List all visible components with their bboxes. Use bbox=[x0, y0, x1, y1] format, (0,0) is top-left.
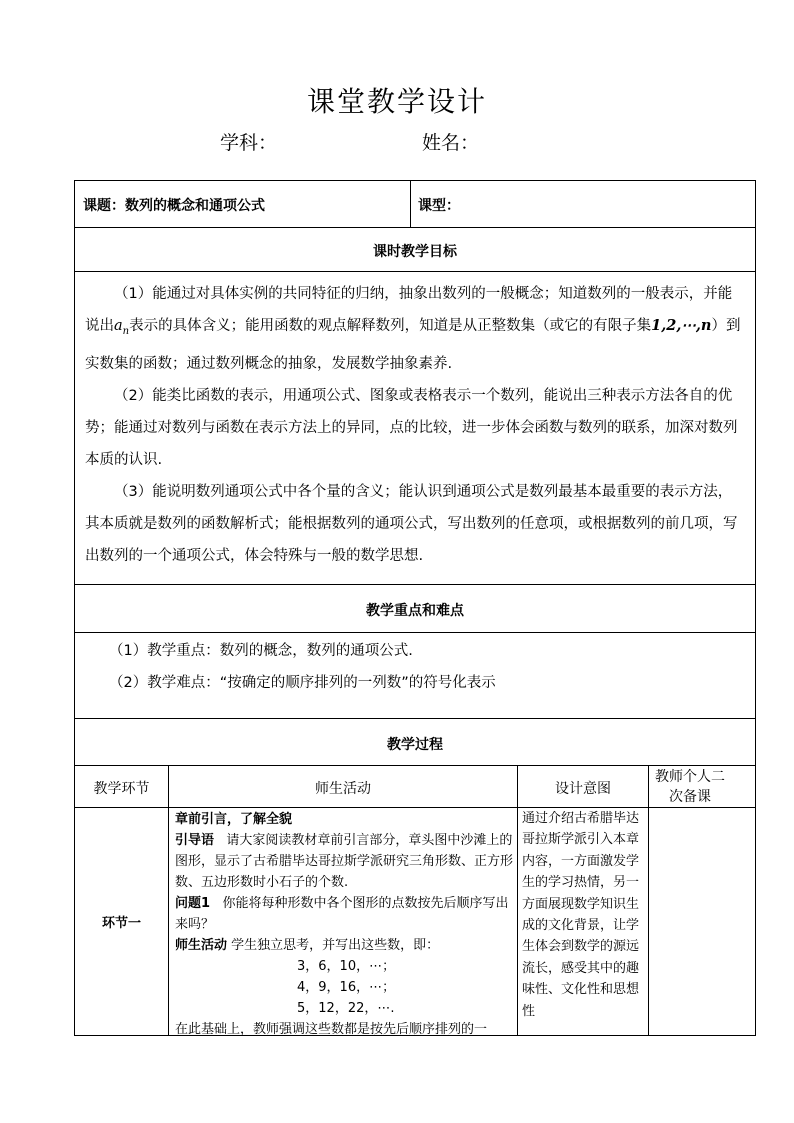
activity-heading: 章前引言，了解全貌 bbox=[175, 812, 293, 827]
objective-3: （3）能说明数列通项公式中各个量的含义；能认识到通项公式是数列最基本最重要的表示方法，其本质就是数列的函数解析式；能根据数列的通项公式，写出数列的任意项，或根据数列的前几项，写出数列的一个通项公式，体会特殊与一般的数学思想. bbox=[85, 483, 738, 564]
document-title: 课堂教学设计 bbox=[306, 85, 487, 118]
sequence-term-symbol bbox=[114, 318, 130, 337]
divider bbox=[648, 766, 649, 807]
process-heading-row bbox=[75, 719, 755, 766]
sequence-square: 4，9，16，⋯； bbox=[297, 980, 396, 995]
process-content-row bbox=[75, 808, 755, 1035]
col-intent: 设计意图 bbox=[555, 781, 611, 797]
col-activity: 师生活动 bbox=[315, 781, 371, 797]
objectives-heading-row bbox=[75, 228, 755, 272]
lesson-topic: 课题：数列的概念和通项公式 bbox=[83, 198, 265, 214]
topic-row bbox=[75, 181, 755, 228]
divider bbox=[648, 808, 649, 1035]
key-point: （1）教学重点：数列的概念，数列的通项公式. bbox=[109, 643, 413, 659]
process-column-headers bbox=[75, 766, 755, 808]
difficult-point: （2）教学难点：“按确定的顺序排列的一列数”的符号化表示 bbox=[109, 675, 496, 691]
term-symbol: a bbox=[114, 318, 123, 334]
divider bbox=[168, 808, 169, 1035]
divider bbox=[410, 181, 411, 227]
keypoints-heading-row bbox=[75, 585, 755, 633]
term-subscript: n bbox=[122, 325, 130, 337]
activity-cell bbox=[175, 809, 513, 1040]
objective-1-text-c: ）到实数集的函数；通过数列概念的抽象，发展数学抽象素养. bbox=[85, 318, 741, 372]
subset-notation: 1,2,⋯,n bbox=[651, 317, 712, 334]
question-text: 你能将每种形数中各个图形的点数按先后顺序写出来吗？ bbox=[175, 896, 509, 932]
sequence-triangle: 3，6，10，⋯； bbox=[297, 959, 396, 974]
design-intent: 通过介绍古希腊毕达哥拉斯学派引入本章内容，一方面激发学生的学习热情，另一方面展现数学知识生成的文化背景，让学生体会到数学的源远流长，感受其中的趣味性、文化性和思想性 bbox=[522, 811, 640, 1019]
question-label: 问题1 bbox=[175, 896, 211, 911]
question-paragraph bbox=[175, 893, 513, 935]
guide-label: 引导语 bbox=[175, 833, 215, 848]
activity-paragraph bbox=[175, 935, 513, 956]
sequence-pentagon: 5，12，22，⋯. bbox=[297, 1001, 395, 1016]
objective-2: （2）能类比函数的表示，用通项公式、图象或表格表示一个数列，能说出三种表示方法各自的优势；能通过对数列与函数在表示方法上的异同，点的比较，进一步体会函数与数列的联系，加深对数列本质的认识. bbox=[85, 387, 738, 468]
guide-text: 请大家阅读教材章前引言部分，章头图中沙滩上的图形，显示了古希腊毕达哥拉斯学派研究三角形数、正方形数、五边形数时小石子的个数. bbox=[175, 833, 514, 890]
col-notes: 教师个人二次备课 bbox=[655, 769, 725, 805]
objective-1-text-b: 表示的具体含义；能用函数的观点解释数列，知道是从正整数集（或它的有限子集 bbox=[129, 318, 652, 334]
activity-text: 学生独立思考，并写出这些数，即： bbox=[231, 938, 440, 953]
subject-label: 学科： bbox=[220, 132, 278, 154]
objective-1 bbox=[85, 278, 745, 380]
objectives-body bbox=[75, 272, 755, 585]
process-heading: 教学过程 bbox=[387, 737, 443, 753]
stage-label: 环节一 bbox=[101, 916, 141, 931]
divider bbox=[517, 808, 518, 1035]
name-label: 姓名： bbox=[422, 132, 480, 154]
keypoints-heading: 教学重点和难点 bbox=[366, 603, 464, 619]
lesson-plan-table bbox=[74, 180, 756, 1036]
objectives-heading: 课时教学目标 bbox=[373, 244, 457, 260]
activity-label: 师生活动 bbox=[175, 938, 228, 953]
col-stage: 教学环节 bbox=[93, 781, 150, 797]
objective-1-text-a: （1）能通过对具体实例的共同特征的归纳，抽象出数列的一般概念；知道数列的一般表示，并能说出 bbox=[85, 286, 733, 334]
lesson-type: 课型： bbox=[418, 198, 460, 214]
guide-paragraph bbox=[175, 830, 513, 893]
keypoints-body bbox=[75, 633, 755, 719]
activity-continuation: 在此基础上，教师强调这些数都是按先后顺序排列的一 bbox=[175, 1022, 488, 1037]
